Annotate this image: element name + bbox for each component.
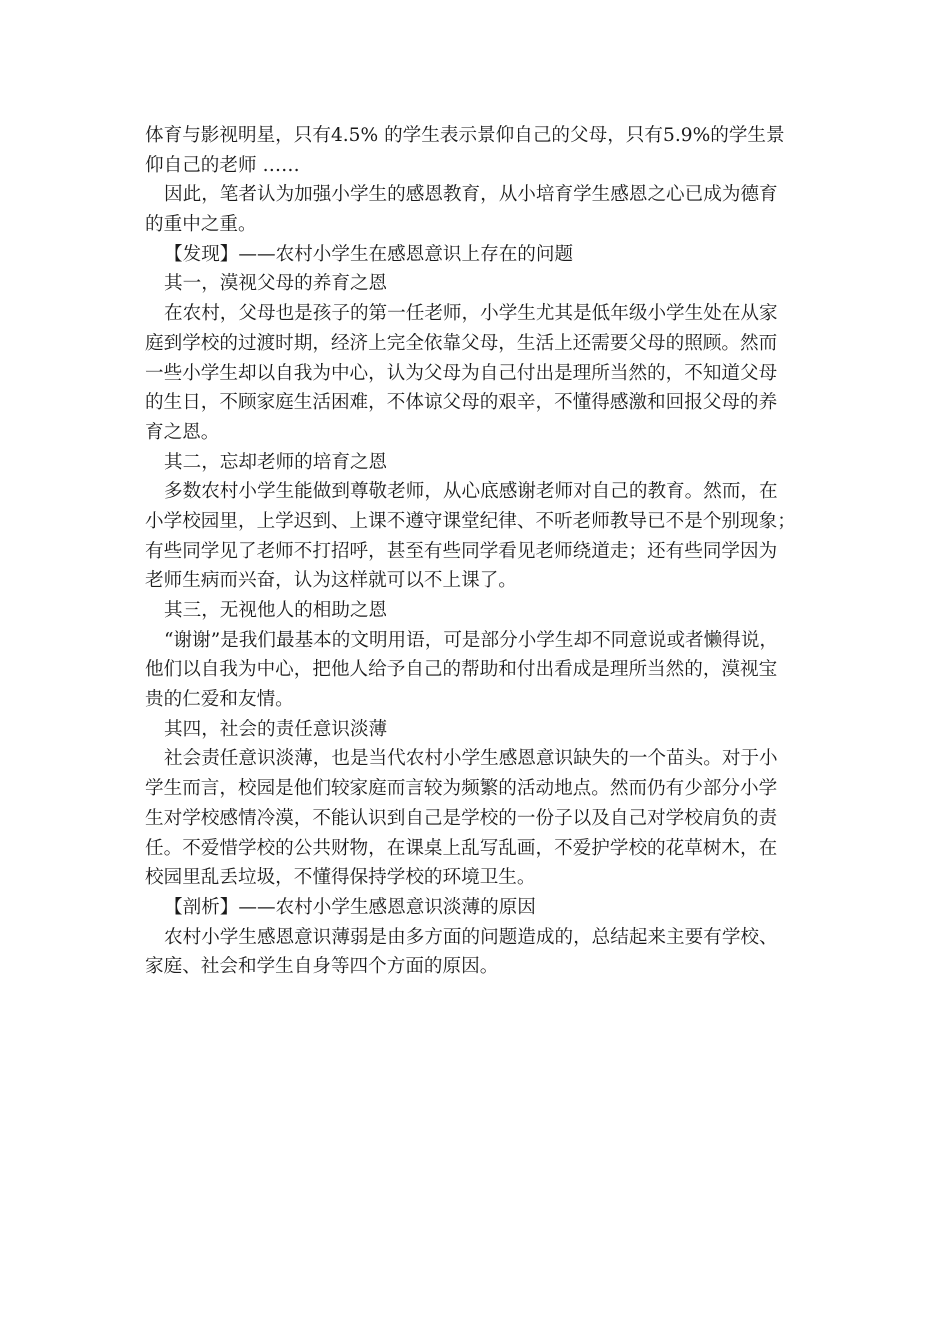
text-line: 庭到学校的过渡时期，经济上完全依靠父母，生活上还需要父母的照顾。然而 <box>145 332 778 354</box>
text-line: 因此，笔者认为加强小学生的感恩教育，从小培育学生感恩之心已成为德育 <box>164 184 778 206</box>
text-line: 学生而言，校园是他们较家庭而言较为频繁的活动地点。然而仍有少部分小学 <box>145 778 778 800</box>
text-line: 其四，社会的责任意识淡薄 <box>164 718 388 740</box>
text-line: 农村小学生感恩意识薄弱是由多方面的问题造成的，总结起来主要有学校、 <box>164 926 778 948</box>
text-line: 育之恩。 <box>145 421 220 443</box>
text-line: 在农村，父母也是孩子的第一任老师，小学生尤其是低年级小学生处在从家 <box>164 303 778 325</box>
text-line: 体育与影视明星，只有4.5% 的学生表示景仰自己的父母，只有5.9%的学生景 <box>145 125 785 146</box>
text-line: 其三，无视他人的相助之恩 <box>164 600 388 621</box>
text-line: 社会责任意识淡薄，也是当代农村小学生感恩意识缺失的一个苗头。对于小 <box>164 748 778 770</box>
text-line: 他们以自我为中心，把他人给予自己的帮助和付出看成是理所当然的，漠视宝 <box>145 659 778 681</box>
text-line: 多数农村小学生能做到尊敬老师，从心底感谢老师对自己的教育。然而，在 <box>164 481 778 503</box>
text-line: 生对学校感情冷漠，不能认识到自己是学校的一份子以及自己对学校肩负的责 <box>145 807 778 829</box>
text-line: 的生日，不顾家庭生活困难，不体谅父母的艰辛，不懂得感激和回报父母的养 <box>145 392 778 414</box>
text-line: 老师生病而兴奋，认为这样就可以不上课了。 <box>145 570 517 592</box>
text-line: 【剖析】——农村小学生感恩意识淡薄的原因 <box>164 896 536 918</box>
text-line: 的重中之重。 <box>145 214 257 236</box>
text-line: 仰自己的老师 …… <box>145 154 300 176</box>
text-line: 任。不爱惜学校的公共财物，在课桌上乱写乱画，不爱护学校的花草树木，在 <box>145 837 778 859</box>
text-line: 小学校园里，上学迟到、上课不遵守课堂纪律、不听老师教导已不是个别现象； <box>145 510 796 532</box>
text-line: 其一，漠视父母的养育之恩 <box>164 273 388 295</box>
text-line: 家庭、社会和学生自身等四个方面的原因。 <box>145 956 499 978</box>
text-line: “谢谢”是我们最基本的文明用语，可是部分小学生却不同意说或者懒得说， <box>164 629 779 651</box>
document-body <box>145 121 815 982</box>
text-line: 贵的仁爱和友情。 <box>145 689 294 711</box>
text-line: 校园里乱丢垃圾，不懂得保持学校的环境卫生。 <box>145 867 536 889</box>
text-line: 一些小学生却以自我为中心，认为父母为自己付出是理所当然的，不知道父母 <box>145 362 778 384</box>
text-line: 有些同学见了老师不打招呼，甚至有些同学看见老师绕道走；还有些同学因为 <box>145 540 778 562</box>
text-line: 【发现】——农村小学生在感恩意识上存在的问题 <box>164 243 574 265</box>
text-line: 其二，忘却老师的培育之恩 <box>164 451 388 473</box>
